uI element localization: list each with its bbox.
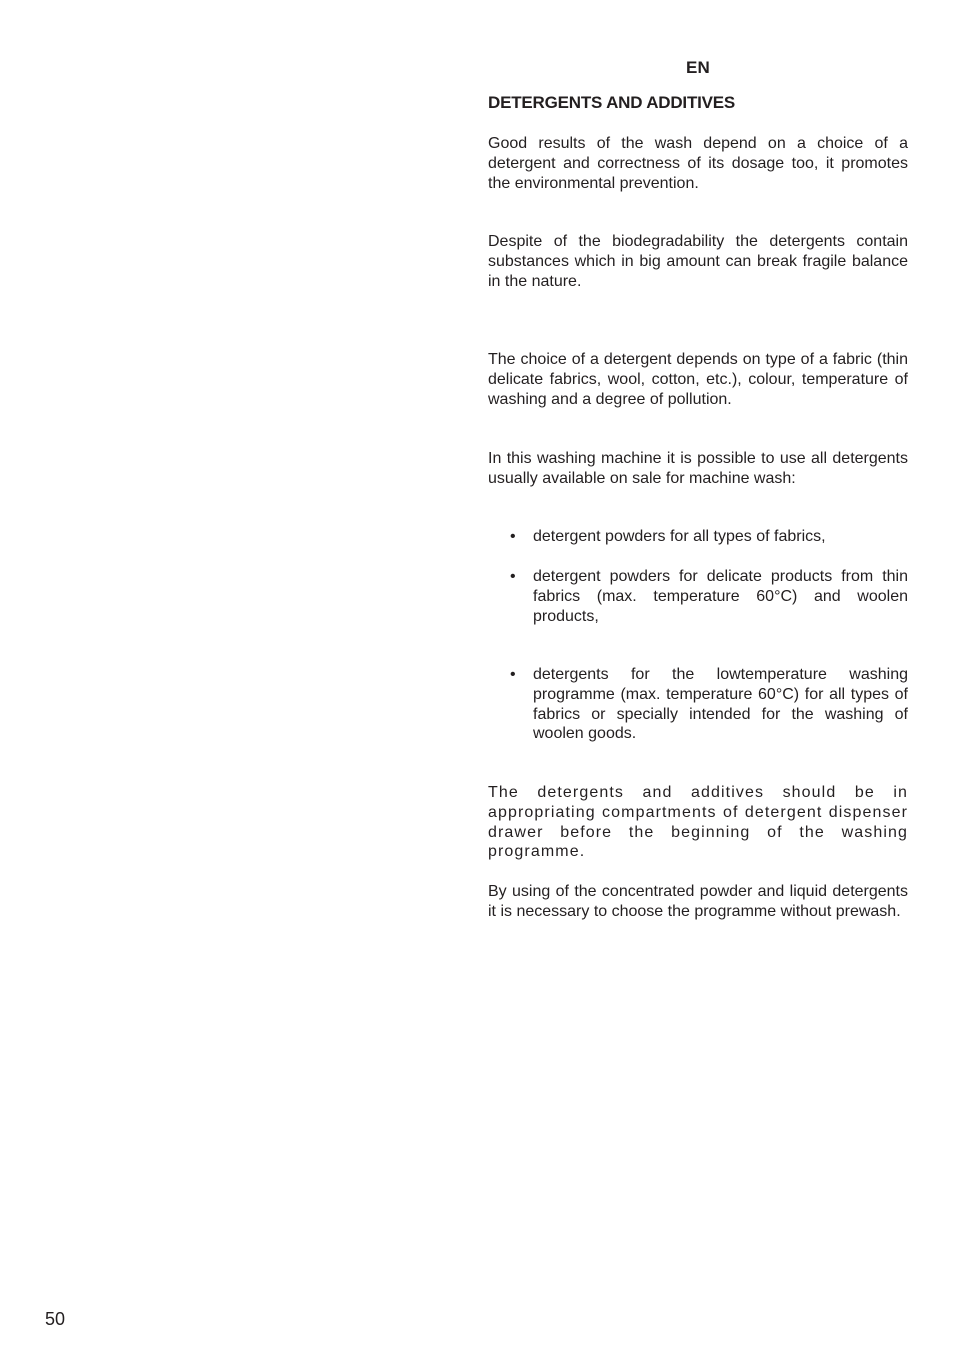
paragraph-usable-detergents: In this washing machine it is possible to use all detergents usually available on sale for machine wash: [488, 450, 908, 487]
bullet-dot: • [510, 568, 516, 585]
paragraph-biodegradability: Despite of the biodegradability the detergents contain substances which in big amount can break fragile balance in the nature. [488, 233, 908, 290]
paragraph-detergent-choice: The choice of a detergent depends on type of a fabric (thin delicate fabrics, wool, cotton, etc.), colour, temperature of washing and a degree of pollution. [488, 351, 908, 408]
bullet-dot: • [510, 666, 516, 683]
paragraph-wash-results: Good results of the wash depend on a choice of a detergent and correctness of its dosage too, it promotes the environmental prevention. [488, 135, 908, 192]
bullet-dot: • [510, 528, 516, 545]
paragraph-dispenser-drawer: The detergents and additives should be in appropriating compartments of detergent dispenser drawer before the beginning of the washing programme. [488, 784, 908, 861]
bullet-text: detergents for the lowtemperature washing programme (max. temperature 60°C) for all types of fabrics or specially intended for the washing of woolen goods. [533, 666, 908, 743]
language-code: EN [686, 58, 711, 77]
bullet-text: detergent powders for all types of fabrics, [533, 528, 826, 545]
paragraph-concentrated-detergents: By using of the concentrated powder and liquid detergents it is necessary to choose the programme without prewash. [488, 883, 908, 920]
page-number: 50 [45, 1309, 66, 1329]
bullet-text: detergent powders for delicate products from thin fabrics (max. temperature 60°C) and woolen products, [533, 568, 908, 625]
section-title: DETERGENTS AND ADDITIVES [488, 93, 736, 112]
